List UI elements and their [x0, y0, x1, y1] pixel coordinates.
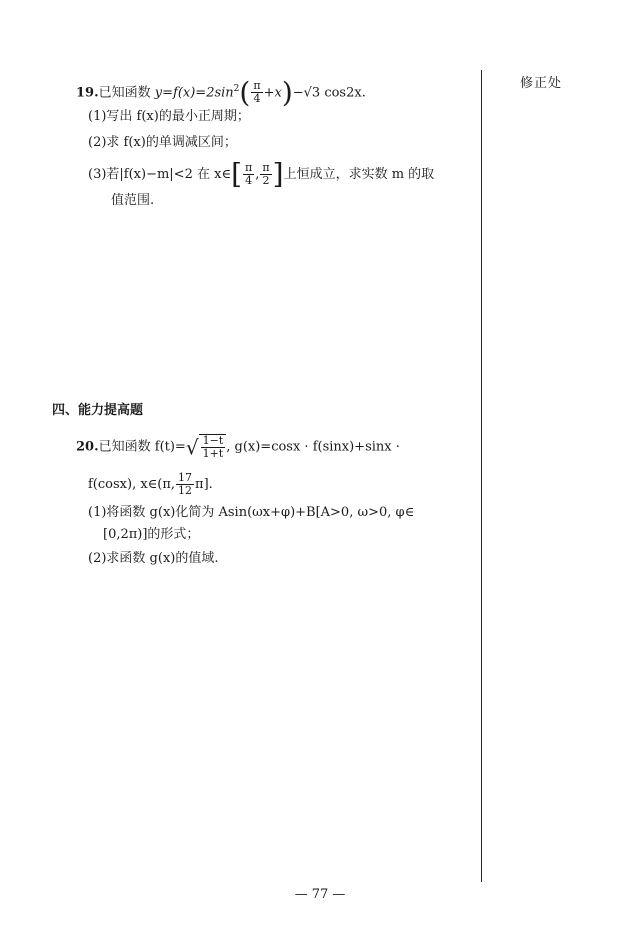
q19-plus-x: +x: [263, 85, 282, 101]
q20-part1: (1)将函数 g(x)化简为 Asin(ωx+φ)+B[A>0, ω>0, φ∈: [88, 505, 415, 520]
q19-part3-a: (3)若|f(x)−m|<2 在 x∈: [88, 167, 232, 182]
correction-label: 修正处: [520, 76, 563, 91]
q20-intro: 已知函数 f(t)=: [98, 439, 186, 455]
q19-part3-frac1: $\frac{\pi}{4}$: [245, 161, 253, 187]
q20-line2-a: f(cosx), x∈: [88, 477, 158, 492]
q20-sqrt: √ $\frac{1-t}{1+t}$: [186, 434, 226, 460]
q20-rest1: , g(x)=cosx · f(sinx)+sinx ·: [226, 439, 400, 455]
q19-frac-pi4: $\frac{\pi}{4}$: [253, 79, 261, 106]
q20-sqrt-den: 1+t: [202, 447, 224, 460]
q20-line2-close: ].: [203, 477, 213, 492]
q20-part2: (2)求函数 g(x)的值域.: [88, 551, 219, 566]
q19-bracket-open: [: [231, 157, 243, 191]
q20-line2-pi: π: [195, 477, 204, 492]
q19-part3-cont: 值范围.: [111, 193, 155, 208]
q19-part3-b: 上恒成立，求实数 m 的取: [283, 167, 435, 182]
q19-part1: (1)写出 f(x)的最小正周期；: [88, 109, 250, 124]
section-title: 四、能力提高题: [52, 403, 144, 418]
margin-divider: [481, 70, 482, 882]
q20-line2: [88, 472, 213, 497]
q19-minus-sqrt3: −√3 cos2x.: [292, 85, 366, 101]
q19-number: 19.: [76, 85, 99, 101]
page-number: — 77 —: [294, 887, 346, 902]
q20-part1-cont: [0,2π)]的形式；: [103, 527, 200, 542]
q19-func-lhs: y=f(x)=2sin: [154, 85, 234, 101]
q19-intro: 已知函数: [98, 85, 151, 101]
q19-stem: [76, 75, 366, 109]
q19-part3-frac2: $\frac{\pi}{2}$: [262, 161, 270, 187]
q20-stem: [76, 434, 400, 460]
q20-frac17: $\frac{17}{12}$: [178, 471, 193, 497]
q19-part3-comma: ,: [255, 167, 260, 182]
q19-sup: 2: [233, 84, 240, 94]
q19-paren-close: ): [281, 75, 293, 109]
q20-sqrt-num: 1−t: [202, 434, 224, 447]
q20-line2-open: (π,: [157, 477, 176, 492]
q20-number: 20.: [76, 439, 99, 455]
q19-paren-open: (: [239, 75, 251, 109]
q19-part3: [88, 157, 435, 191]
q19-part2: (2)求 f(x)的单调减区间；: [88, 135, 237, 150]
q19-bracket-close: ]: [272, 157, 284, 191]
